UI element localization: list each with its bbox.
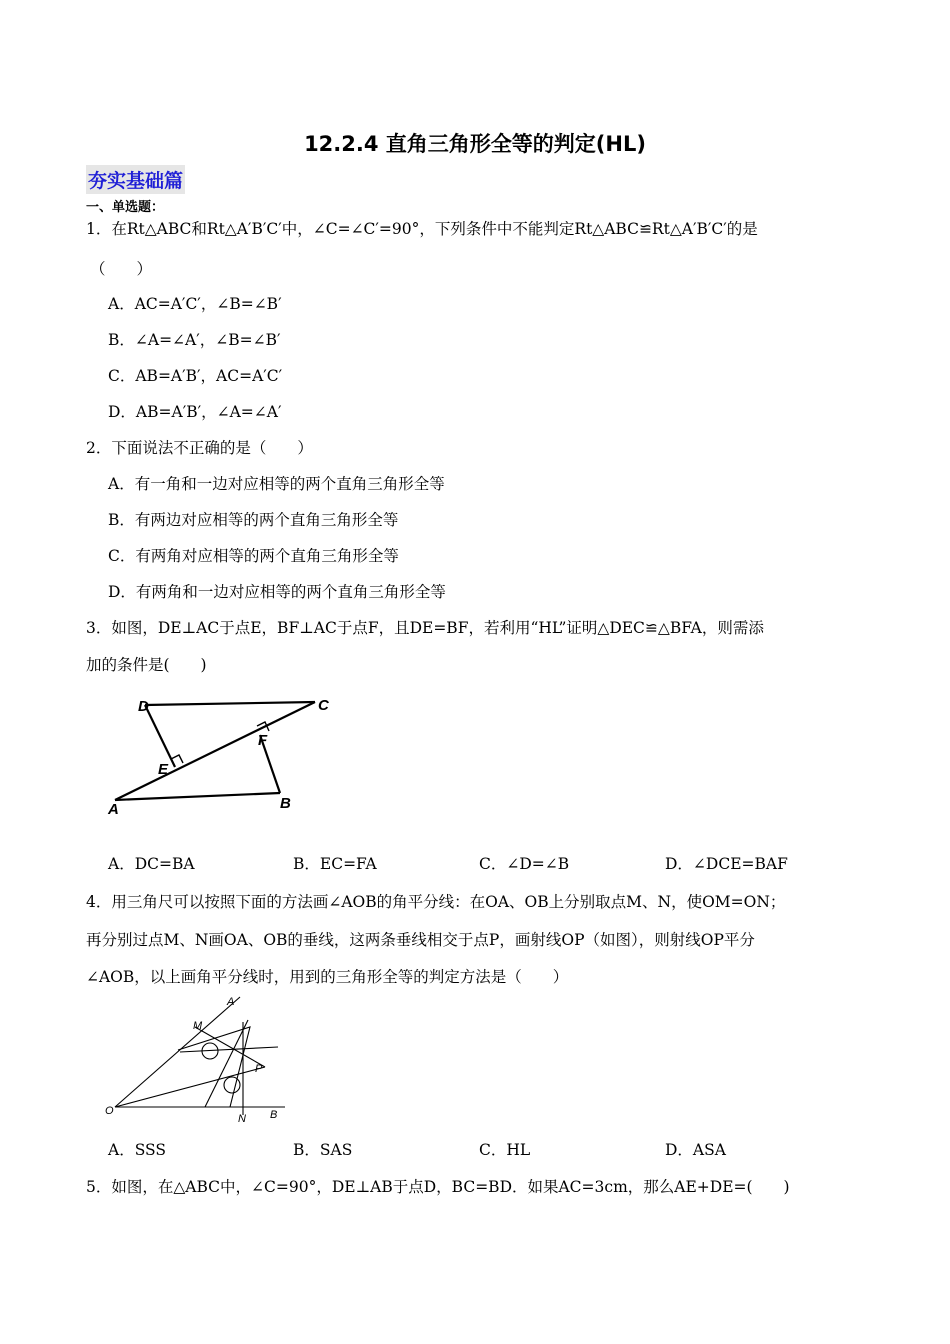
q4-option-c: C．HL [479, 1141, 531, 1159]
q4-label-m: M [193, 1020, 203, 1032]
q1-paren: （ ） [90, 260, 153, 278]
q4-label-p: P [255, 1063, 263, 1075]
q1-option-b: B．∠A=∠A′，∠B=∠B′ [108, 331, 281, 349]
q3-figure [100, 690, 345, 820]
q3-label-f: F [258, 732, 268, 749]
q5-stem: 5．如图，在△ABC中，∠C=90°，DE⊥AB于点D，BC=BD．如果AC=3cm，那么AE+DE=( ) [86, 1178, 790, 1196]
q1-stem: 1．在Rt△ABC和Rt△A′B′C′中，∠C=∠C′=90°，下列条件中不能判定Rt△ABC≌Rt△A′B′C′的是 [86, 220, 758, 238]
q4-option-b: B．SAS [293, 1141, 353, 1159]
q3-stem-line2: 加的条件是( ) [86, 656, 207, 674]
q3-label-e: E [158, 761, 169, 778]
q3-option-d: D．∠DCE=BAF [665, 855, 788, 873]
q4-option-d: D．ASA [665, 1141, 726, 1159]
q3-label-d: D [138, 698, 149, 715]
q1-option-a: A．AC=A′C′，∠B=∠B′ [108, 295, 282, 313]
page-title: 12.2.4 直角三角形全等的判定(HL) [304, 132, 646, 156]
q1-option-d: D．AB=A′B′，∠A=∠A′ [108, 403, 282, 421]
q4-label-o: O [105, 1105, 114, 1117]
q3-option-a: A．DC=BA [108, 855, 195, 873]
q4-stem-line1: 4．用三角尺可以按照下面的方法画∠AOB的角平分线：在OA、OB上分别取点M、N，使OM=ON； [86, 893, 786, 911]
q2-option-d: D．有两角和一边对应相等的两个直角三角形全等 [108, 583, 446, 601]
section-heading: 夯实基础篇 [86, 165, 185, 194]
q4-stem-line3: ∠AOB，以上画角平分线时，用到的三角形全等的判定方法是（ ） [86, 968, 569, 986]
q2-stem: 2．下面说法不正确的是（ ） [86, 439, 313, 457]
q4-option-a: A．SSS [108, 1141, 167, 1159]
q3-label-a: A [108, 801, 119, 818]
q3-stem-line1: 3．如图，DE⊥AC于点E，BF⊥AC于点F，且DE=BF，若利用“HL”证明△DEC≌△BFA，则需添 [86, 619, 764, 637]
q4-stem-line2: 再分别过点M、N画OA、OB的垂线，这两条垂线相交于点P，画射线OP（如图），则射线OP平分 [86, 931, 755, 949]
q3-option-c: C．∠D=∠B [479, 855, 570, 873]
q2-option-c: C．有两角对应相等的两个直角三角形全等 [108, 547, 399, 565]
q2-option-a: A．有一角和一边对应相等的两个直角三角形全等 [108, 475, 445, 493]
q4-label-n: N [238, 1113, 246, 1125]
q3-label-c: C [318, 697, 329, 714]
q3-label-b: B [280, 795, 291, 812]
subsection-heading: 一、单选题： [86, 200, 165, 215]
q1-option-c: C．AB=A′B′，AC=A′C′ [108, 367, 283, 385]
q4-label-a: A [227, 996, 235, 1008]
q4-figure [100, 992, 300, 1127]
q4-label-b: B [270, 1109, 278, 1121]
q3-option-b: B．EC=FA [293, 855, 377, 873]
q2-option-b: B．有两边对应相等的两个直角三角形全等 [108, 511, 399, 529]
